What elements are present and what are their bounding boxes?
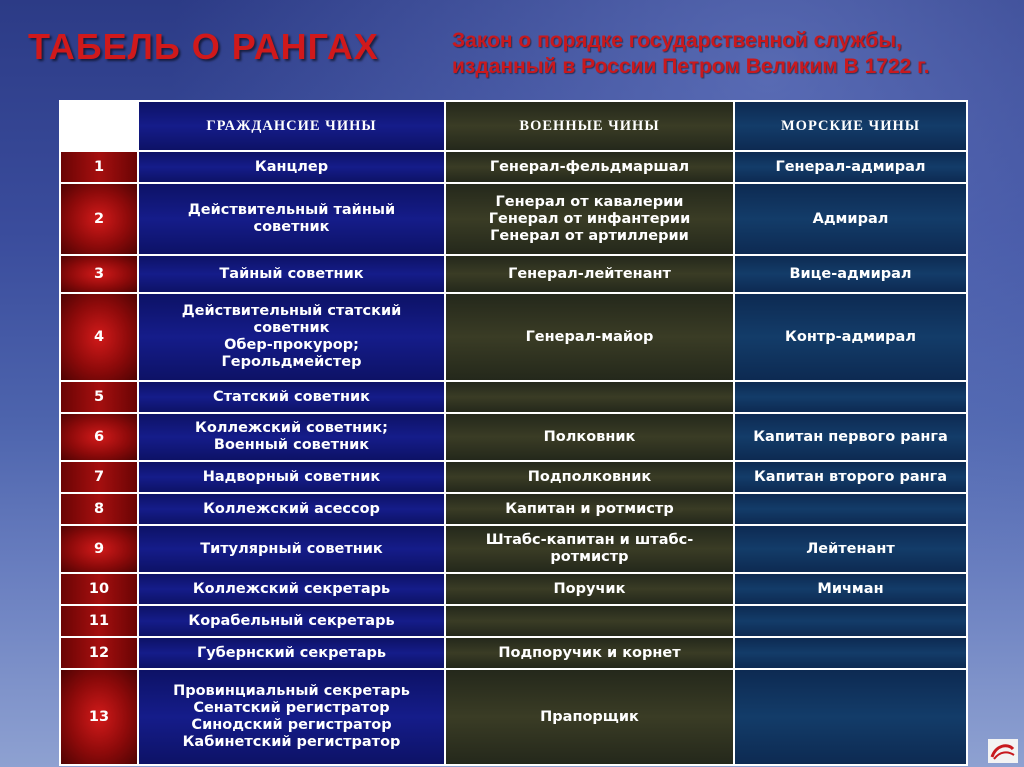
civil-rank-cell (138, 525, 445, 573)
civil-rank-cell-line: Канцлер (254, 158, 329, 175)
naval-rank-cell (734, 413, 967, 461)
civil-rank-cell-line: Синодский регистратор (191, 717, 392, 733)
ranks-table-body (60, 151, 967, 765)
rank-number-cell: 8 (60, 493, 138, 525)
naval-rank-cell-line: Капитан второго ранга (753, 468, 948, 485)
rank-number-cell: 3 (60, 255, 138, 293)
naval-rank-cell-line: Адмирал (812, 210, 889, 227)
civil-rank-cell-line: Герольдмейстер (221, 354, 362, 370)
civil-rank-cell-line: Действительный тайный (187, 202, 396, 218)
naval-rank-cell (734, 255, 967, 293)
naval-rank-cell (734, 183, 967, 255)
rank-number-cell: 1 (60, 151, 138, 183)
naval-rank-cell-line: Капитан первого ранга (753, 428, 948, 445)
naval-rank-cell-line: Мичман (817, 580, 884, 597)
naval-rank-cell-line: Вице-адмирал (789, 265, 912, 282)
curved-arrow-logo-icon (988, 739, 1018, 763)
table-row (60, 413, 967, 461)
table-header-row (60, 101, 967, 151)
civil-rank-cell-line: Военный советник (213, 437, 370, 453)
civil-rank-cell (138, 637, 445, 669)
page-subtitle (452, 28, 1012, 80)
naval-rank-cell (734, 605, 967, 637)
civil-rank-cell (138, 493, 445, 525)
civil-rank-cell (138, 413, 445, 461)
military-rank-cell-line: Генерал-майор (525, 328, 654, 345)
civil-rank-cell (138, 293, 445, 381)
civil-rank-cell (138, 381, 445, 413)
naval-rank-cell (734, 669, 967, 765)
military-rank-cell (445, 605, 734, 637)
military-rank-cell-line: Генерал-фельдмаршал (489, 158, 690, 175)
civil-rank-cell-line: Статский советник (212, 388, 371, 405)
military-rank-cell-line: Подполковник (527, 468, 652, 485)
military-rank-cell (445, 525, 734, 573)
table-row (60, 381, 967, 413)
naval-rank-cell (734, 525, 967, 573)
rank-number-cell: 4 (60, 293, 138, 381)
header-civil-ranks: ГРАЖДАНСИЕ ЧИНЫ (138, 101, 445, 151)
civil-rank-cell-line: Губернский секретарь (196, 644, 387, 661)
table-row (60, 637, 967, 669)
military-rank-cell (445, 151, 734, 183)
military-rank-cell (445, 493, 734, 525)
military-rank-cell-line: Генерал от артиллерии (490, 227, 689, 244)
table-row (60, 183, 967, 255)
military-rank-cell-line: Генерал от инфантерии (488, 210, 691, 227)
naval-rank-cell (734, 151, 967, 183)
rank-number-cell: 6 (60, 413, 138, 461)
civil-rank-cell-line: Титулярный советник (200, 540, 383, 557)
table-row (60, 461, 967, 493)
naval-rank-cell (734, 381, 967, 413)
rank-number-cell: 10 (60, 573, 138, 605)
civil-rank-cell-line: Корабельный секретарь (188, 612, 395, 629)
table-row (60, 151, 967, 183)
subtitle-line-1: Закон о порядке государственной службы, (452, 29, 902, 52)
naval-rank-cell-line: Генерал-адмирал (775, 158, 926, 175)
naval-rank-cell (734, 293, 967, 381)
civil-rank-cell (138, 151, 445, 183)
military-rank-cell-line: Подпоручик и корнет (498, 644, 681, 661)
military-rank-cell (445, 183, 734, 255)
civil-rank-cell-line: Коллежский советник; (195, 420, 388, 436)
military-rank-cell (445, 637, 734, 669)
header-naval-ranks: МОРСКИЕ ЧИНЫ (734, 101, 967, 151)
military-rank-cell (445, 293, 734, 381)
civil-rank-cell-line: Кабинетский регистратор (182, 734, 401, 750)
civil-rank-cell (138, 605, 445, 637)
table-row (60, 293, 967, 381)
rank-number-cell: 11 (60, 605, 138, 637)
civil-rank-cell-line: Сенатский регистратор (193, 700, 390, 716)
civil-rank-cell (138, 573, 445, 605)
civil-rank-cell (138, 461, 445, 493)
military-rank-cell (445, 461, 734, 493)
civil-rank-cell-line: советник (253, 320, 330, 336)
table-row (60, 255, 967, 293)
civil-rank-cell-line: Коллежский секретарь (192, 580, 391, 597)
military-rank-cell-line: Полковник (543, 428, 636, 445)
naval-rank-cell (734, 637, 967, 669)
military-rank-cell-line: Капитан и ротмистр (505, 500, 674, 517)
civil-rank-cell-line: Тайный советник (219, 265, 364, 282)
rank-number-cell: 5 (60, 381, 138, 413)
military-rank-cell (445, 255, 734, 293)
naval-rank-cell (734, 461, 967, 493)
rank-number-cell: 12 (60, 637, 138, 669)
naval-rank-cell-line: Лейтенант (806, 540, 895, 557)
naval-rank-cell-line: Контр-адмирал (785, 328, 916, 345)
civil-rank-cell-line: советник (253, 219, 330, 235)
rank-number-cell: 9 (60, 525, 138, 573)
civil-rank-cell-line: Надворный советник (202, 468, 381, 485)
subtitle-line-2: изданный в России Петром Великим В 1722 г. (452, 55, 930, 78)
rank-number-cell: 2 (60, 183, 138, 255)
ranks-table (59, 100, 968, 766)
table-row (60, 605, 967, 637)
page-title: ТАБЕЛЬ О РАНГАХ (28, 26, 379, 67)
table-row (60, 525, 967, 573)
military-rank-cell (445, 573, 734, 605)
rank-number-cell: 7 (60, 461, 138, 493)
military-rank-cell-line: Поручик (553, 580, 626, 597)
military-rank-cell-line: ротмистр (550, 549, 629, 565)
naval-rank-cell (734, 573, 967, 605)
rank-number-cell: 13 (60, 669, 138, 765)
military-rank-cell-line: Прапорщик (540, 708, 639, 725)
military-rank-cell (445, 669, 734, 765)
header-military-ranks: ВОЕННЫЕ ЧИНЫ (445, 101, 734, 151)
civil-rank-cell-line: Провинциальный секретарь (173, 683, 410, 699)
civil-rank-cell (138, 183, 445, 255)
table-row (60, 493, 967, 525)
table-row (60, 573, 967, 605)
military-rank-cell-line: Генерал от кавалерии (495, 193, 684, 210)
military-rank-cell-line: Генерал-лейтенант (508, 265, 671, 282)
civil-rank-cell (138, 255, 445, 293)
military-rank-cell (445, 381, 734, 413)
table-corner-cell (60, 101, 138, 151)
civil-rank-cell-line: Обер-прокурор; (224, 337, 359, 353)
military-rank-cell-line: Штабс-капитан и штабс- (485, 532, 694, 548)
civil-rank-cell-line: Коллежский асессор (203, 500, 380, 517)
civil-rank-cell-line: Действительный статский (181, 303, 402, 319)
table-row (60, 669, 967, 765)
naval-rank-cell (734, 493, 967, 525)
military-rank-cell (445, 413, 734, 461)
civil-rank-cell (138, 669, 445, 765)
